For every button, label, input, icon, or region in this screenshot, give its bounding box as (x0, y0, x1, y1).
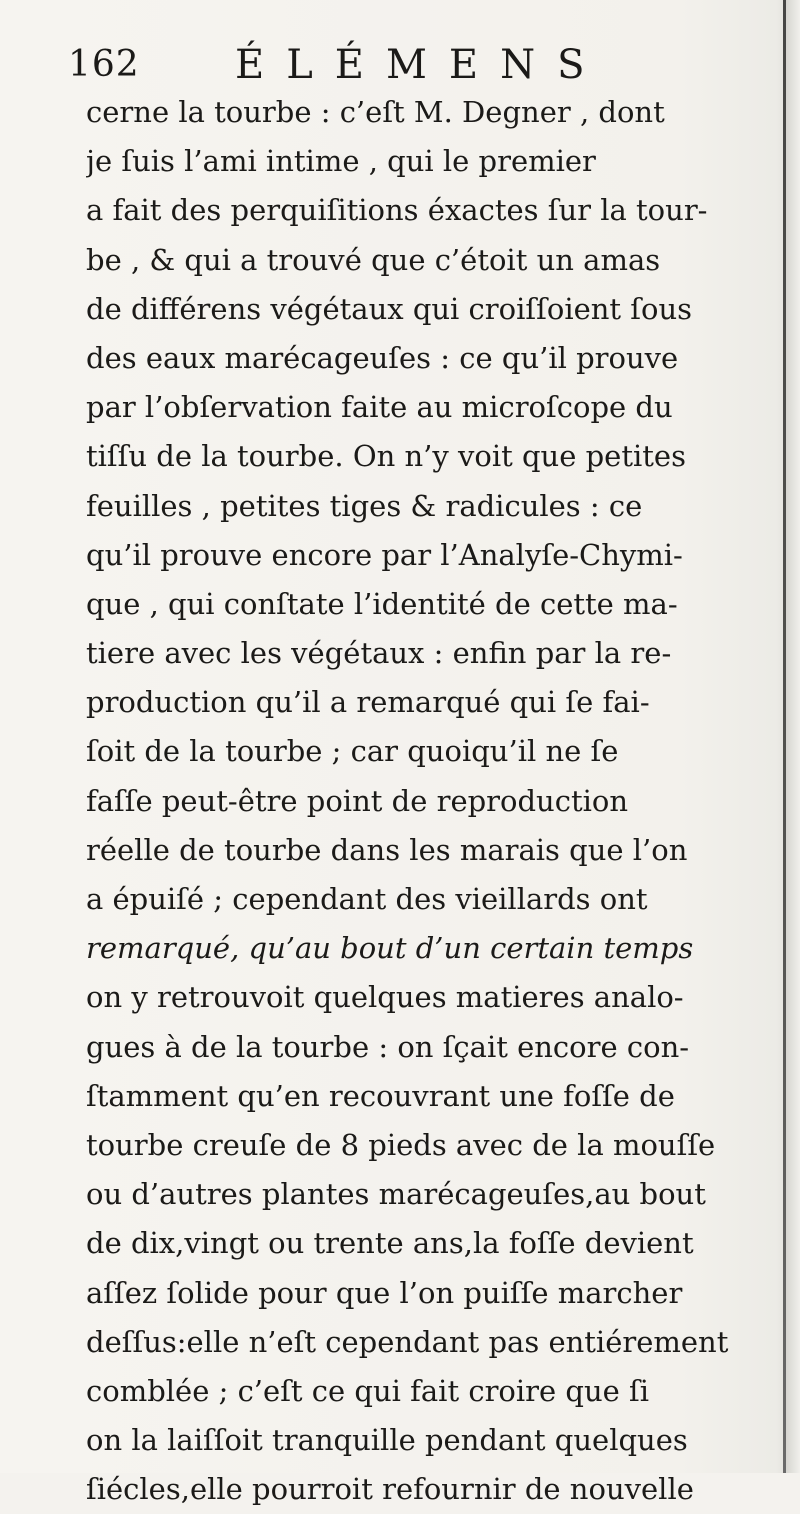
running-title: ÉLÉMENS (235, 42, 607, 88)
text-line: comblée ; c’eſt ce qui fait croire que ſi (86, 1373, 650, 1408)
text-line: deſſus:elle n’eſt cependant pas entiérement (86, 1324, 729, 1359)
text-line: be , & qui a trouvé que c’étoit un amas (86, 242, 661, 277)
text-line: tiſſu de la tourbe. On n’y voit que petites (86, 439, 686, 474)
text-line-italic: remarqué, qu’au bout d’un certain temps (86, 931, 694, 966)
text-line: tiere avec les végétaux : enfin par la re- (86, 636, 672, 671)
text-line: par l’obſervation faite au microſcope du (86, 390, 673, 425)
text-line: a épuiſé ; cependant des vieillards ont (86, 882, 648, 916)
page-edge-shadow (786, 0, 800, 1473)
text-line: des eaux marécageuſes : ce qu’il prouve (86, 340, 679, 375)
text-line: aſſez ſolide pour que l’on puiſſe marcher (86, 1275, 683, 1310)
text-line: ſoit de la tourbe ; car quoiqu’il ne ſe (86, 734, 619, 769)
text-line: que , qui conſtate l’identité de cette ma- (86, 586, 678, 621)
text-line: ſiécles,elle pourroit refournir de nouvelle (86, 1472, 694, 1507)
text-line: tourbe creuſe de 8 pieds avec de la mouſſe (86, 1127, 716, 1162)
text-line: ſtamment qu’en recouvrant une foſſe de (86, 1078, 675, 1113)
body-text (86, 88, 776, 1514)
text-line: gues à de la tourbe : on ſçait encore con- (86, 1029, 690, 1064)
text-line: faſſe peut-être point de reproduction (86, 783, 629, 818)
text-line: réelle de tourbe dans les marais que l’on (86, 832, 688, 867)
text-line: feuilles , petites tiges & radicules : ce (86, 488, 643, 523)
page-number: 162 (68, 44, 140, 85)
text-line: ou d’autres plantes marécageuſes,au bout (86, 1177, 706, 1212)
text-line: cerne la tourbe : c’eſt M. Degner , dont (86, 95, 665, 129)
text-line: production qu’il a remarqué qui ſe fai- (86, 685, 650, 720)
text-line: je ſuis l’ami intime , qui le premier (86, 144, 596, 179)
text-line: on y retrouvoit quelques matieres analo- (86, 980, 684, 1015)
text-line: a fait des perquiſitions éxactes ſur la tour- (86, 193, 708, 228)
text-line: on la laiſſoit tranquille pendant quelques (86, 1423, 688, 1458)
binding-edge-line (783, 0, 786, 1473)
text-line: de dix,vingt ou trente ans,la foſſe devient (86, 1226, 694, 1261)
page-header (60, 34, 700, 94)
text-line: qu’il prouve encore par l’Analyſe-Chymi- (86, 537, 683, 572)
text-line: de différens végétaux qui croiſſoient ſous (86, 291, 693, 326)
